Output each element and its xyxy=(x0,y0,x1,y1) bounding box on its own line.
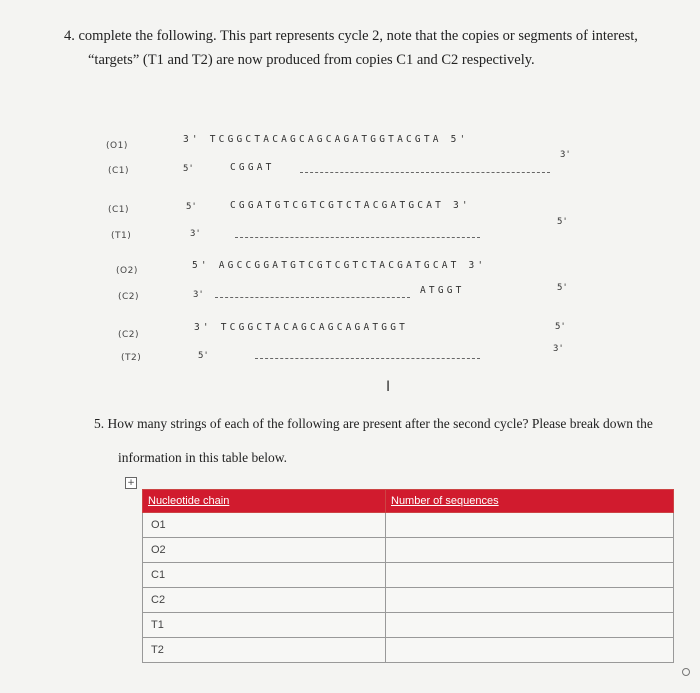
table-cell-count[interactable] xyxy=(386,613,674,638)
primer-sequence-c1: CGGAT xyxy=(230,162,275,173)
dashed-strand xyxy=(235,237,480,238)
prime-marker: 5' xyxy=(198,351,209,361)
prime-marker: 3' xyxy=(560,150,571,160)
prime-marker: 3' xyxy=(190,229,201,239)
table-cell-count[interactable] xyxy=(386,538,674,563)
question-4-line-2: “targets” (T1 and T2) are now produced from copies C1 and C2 respectively. xyxy=(88,52,535,68)
answer-table xyxy=(142,489,674,663)
table-cell-count[interactable] xyxy=(386,638,674,663)
sequence-c2: 3' TCGGCTACAGCAGCAGATGGT xyxy=(194,322,409,333)
resize-handle[interactable] xyxy=(682,668,690,676)
prime-marker: 5' xyxy=(555,322,566,332)
label-o1: (O1) xyxy=(106,141,128,151)
prime-marker: 3' xyxy=(193,290,204,300)
column-header-nucleotide-chain: Nucleotide chain xyxy=(143,490,386,513)
sequence-o1: 3' TCGGCTACAGCAGCAGATGGTACGTA 5' xyxy=(183,134,469,145)
primer-sequence-c2: ATGGT xyxy=(420,285,465,296)
text-cursor-icon: I xyxy=(386,379,391,395)
prime-marker: 3' xyxy=(553,344,564,354)
label-t1: (T1) xyxy=(111,231,132,241)
table-cell-chain[interactable]: T2 xyxy=(143,638,386,663)
dashed-strand xyxy=(255,358,480,359)
sequence-c1: CGGATGTCGTCGTCTACGATGCAT 3' xyxy=(230,200,471,211)
table-cell-count[interactable] xyxy=(386,513,674,538)
prime-marker: 5' xyxy=(183,164,194,174)
column-header-number-of-sequences: Number of sequences xyxy=(386,490,674,513)
table-cell-count[interactable] xyxy=(386,563,674,588)
table-cell-chain[interactable]: C1 xyxy=(143,563,386,588)
question-5-line-1: 5. How many strings of each of the following are present after the second cycle? Please break down the xyxy=(94,416,653,431)
plus-icon[interactable]: + xyxy=(125,477,137,489)
table-row xyxy=(143,563,674,588)
dashed-strand xyxy=(300,172,550,173)
label-t2: (T2) xyxy=(121,353,142,363)
label-c2: (C2) xyxy=(118,292,140,302)
table-header-row xyxy=(143,490,674,513)
prime-marker: 5' xyxy=(186,202,197,212)
table-cell-chain[interactable]: O2 xyxy=(143,538,386,563)
label-c1: (C1) xyxy=(108,166,130,176)
table-cell-chain[interactable]: C2 xyxy=(143,588,386,613)
table-row xyxy=(143,613,674,638)
prime-marker: 5' xyxy=(557,283,568,293)
table-cell-chain[interactable]: O1 xyxy=(143,513,386,538)
sequence-o2: 5' AGCCGGATGTCGTCGTCTACGATGCAT 3' xyxy=(192,260,487,271)
question-4-line-1: 4. complete the following. This part represents cycle 2, note that the copies or segments of interest, xyxy=(64,28,638,44)
question-5-line-2: information in this table below. xyxy=(118,450,287,465)
prime-marker: 5' xyxy=(557,217,568,227)
label-c1: (C1) xyxy=(108,205,130,215)
table-row xyxy=(143,588,674,613)
dashed-strand xyxy=(215,297,410,298)
table-row xyxy=(143,538,674,563)
table-cell-count[interactable] xyxy=(386,588,674,613)
label-c2: (C2) xyxy=(118,330,140,340)
table-row xyxy=(143,638,674,663)
table-cell-chain[interactable]: T1 xyxy=(143,613,386,638)
label-o2: (O2) xyxy=(116,266,138,276)
table-row xyxy=(143,513,674,538)
